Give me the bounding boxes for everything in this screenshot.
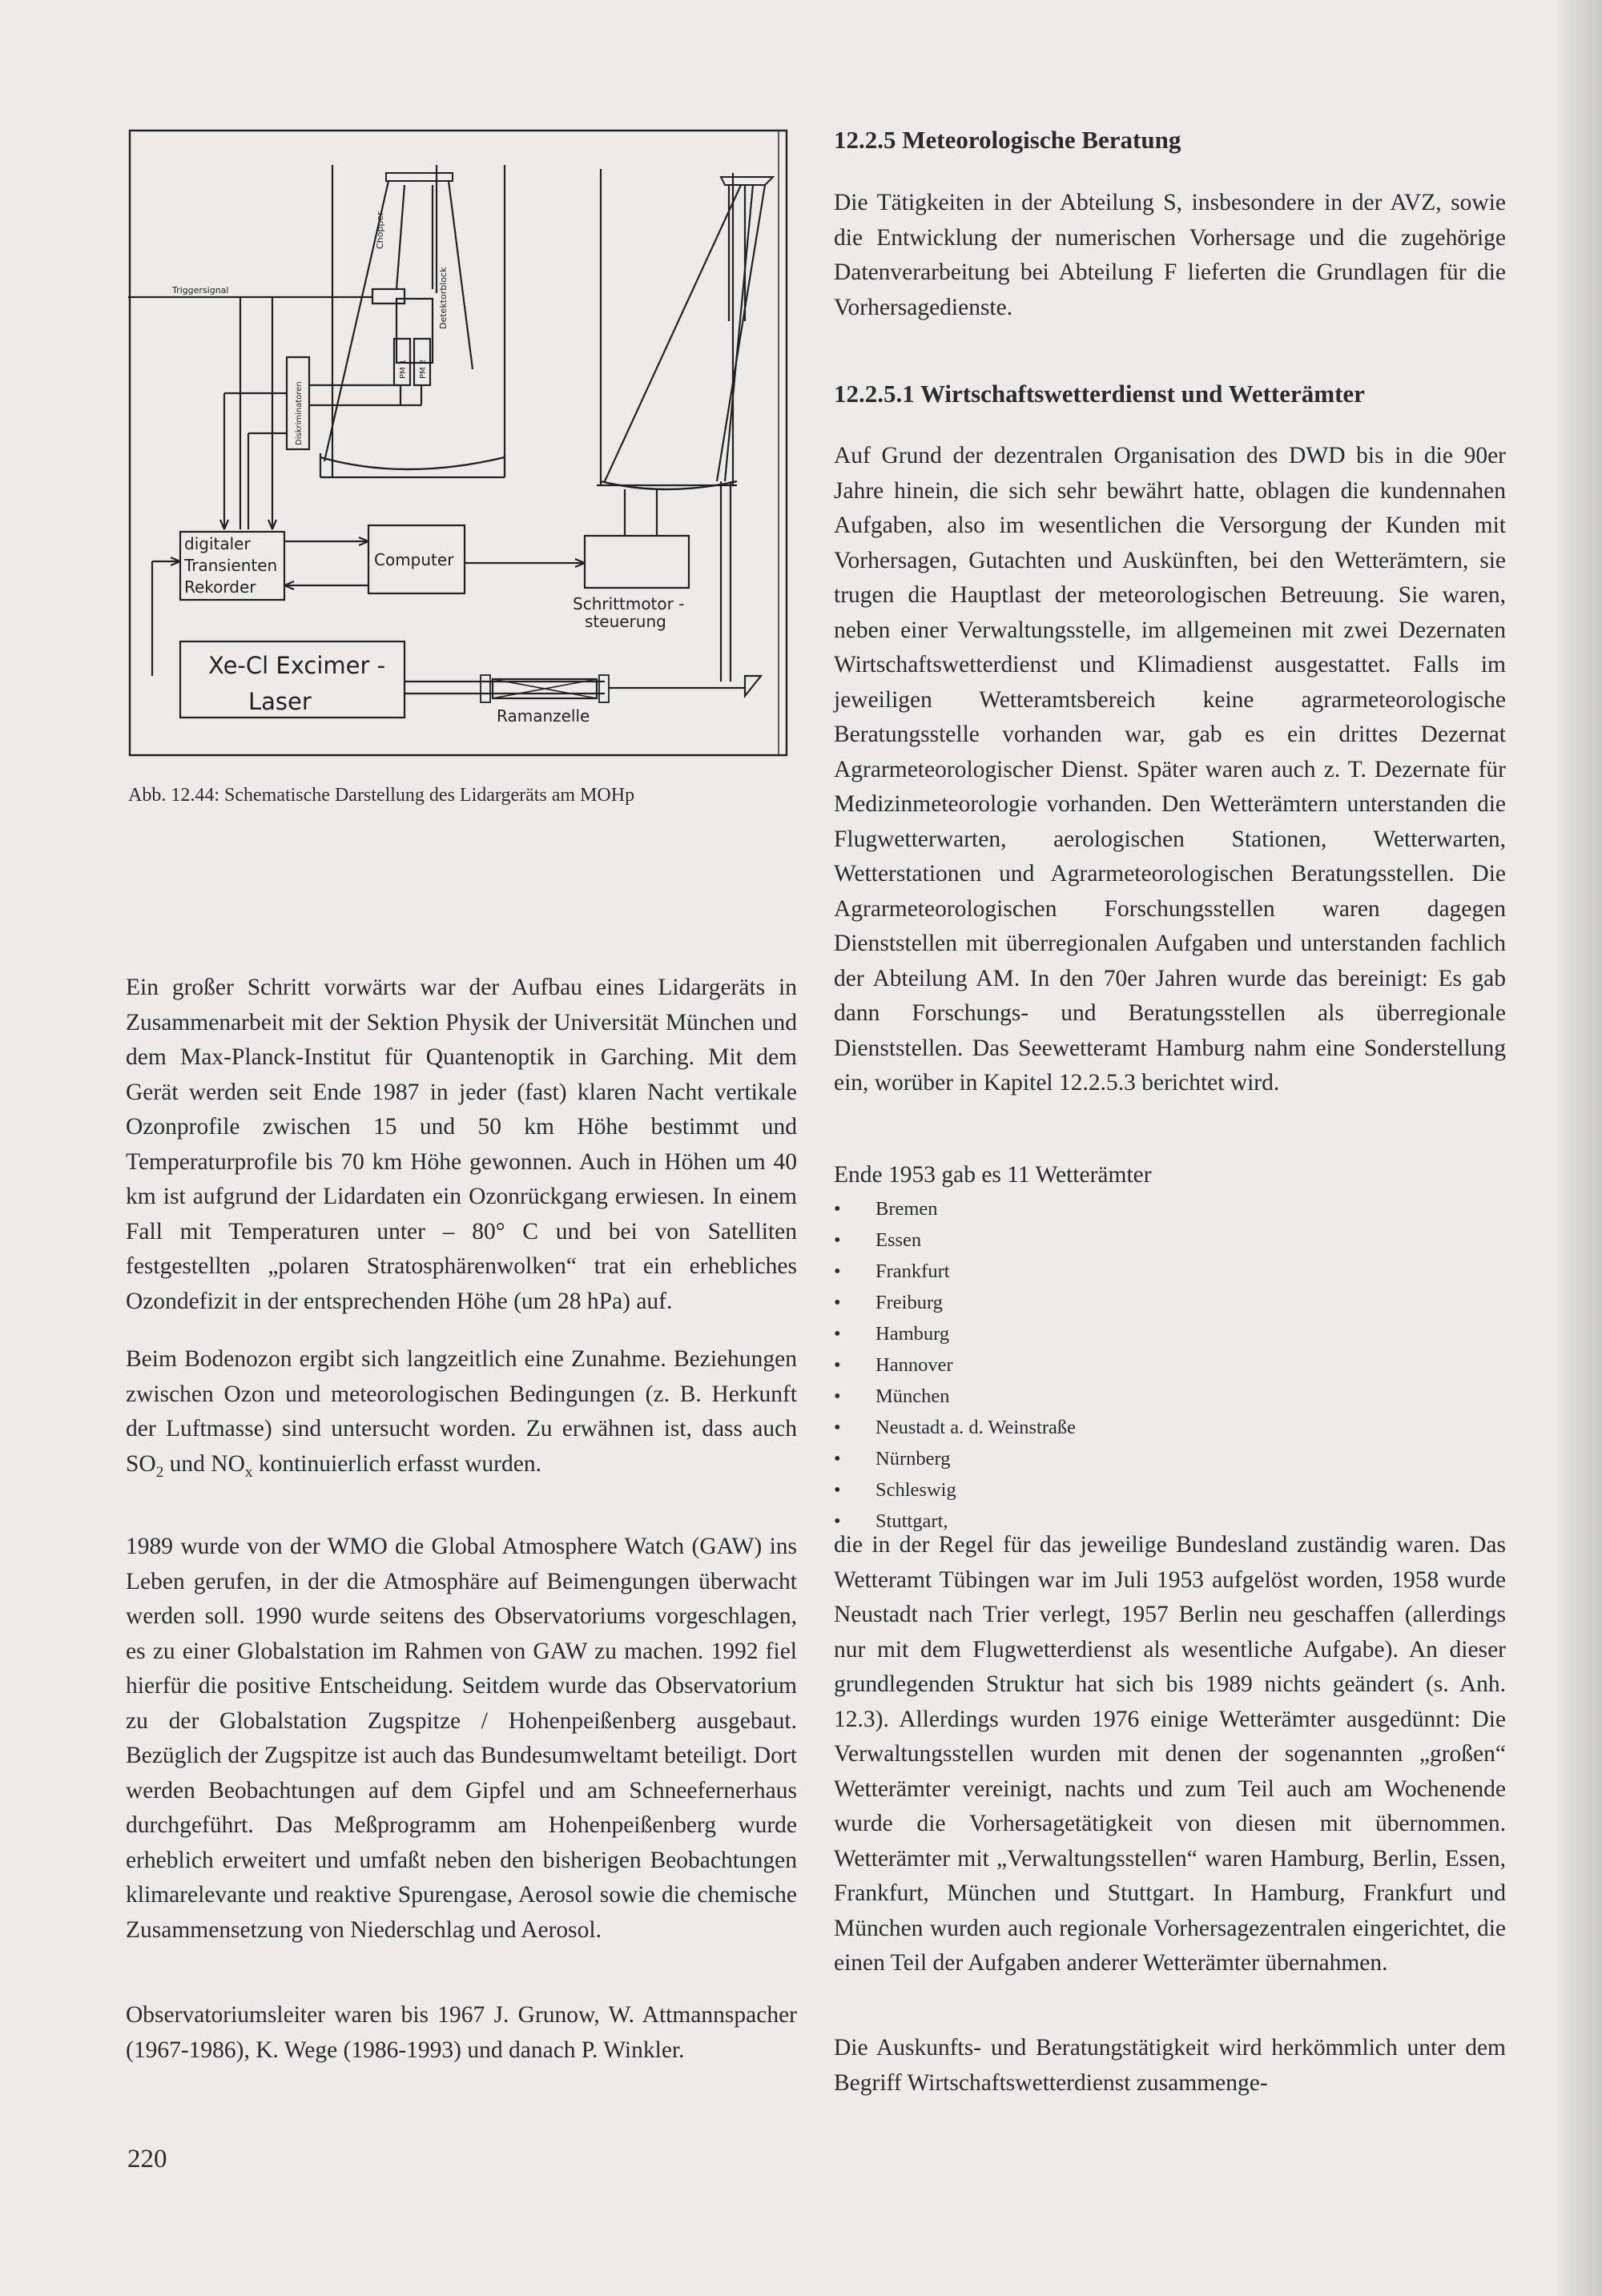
- paragraph-structure: die in der Regel für das jeweilige Bundesland zuständig waren. Das Wetteramt Tübingen war im Juli 1953 aufgelöst worden, 1958 wurde Neustadt nach Trier verlegt, 1957 Berlin neu geschaffen (allerdings nur mit dem Flugwetterdienst als wesentliche Aufgabe). An dieser grundlegenden Struktur hat sich bis 1989 nichts geändert (s. Anh. 12.3). Allerdings wurden 1976 einige Wetterämter ausgedünnt: Die Verwaltungsstellen wurden mit denen der sogenannten „großen“ Wetterämter vereinigt, nachts und zum Teil auch am Wochenende wurde die Vorhersagetätigkeit von diesen mit übernommen. Wetterämter mit „Verwaltungsstellen“ waren Hamburg, Berlin, Essen, Frankfurt, München und Stuttgart. In Hamburg, Frankfurt und München wurden auch regionale Vorhersagezentralen eingerichtet, die einen Teil der Aufgaben anderer Wetterämter übernahmen.: [834, 1532, 1506, 1976]
- right-body-2: [834, 1528, 1506, 1981]
- page-number: 220: [127, 2145, 167, 2173]
- left-column-p3: [126, 1530, 797, 1948]
- label-recorder-1: digitaler: [184, 534, 251, 553]
- label-laser-2: Laser: [248, 688, 312, 715]
- label-step-motor-1: Schrittmotor -: [573, 594, 685, 613]
- weather-office-list: [834, 1193, 1506, 1537]
- label-computer: Computer: [374, 550, 454, 569]
- list-item: • Bremen: [834, 1193, 1506, 1224]
- label-detector-block: Detektorblock: [438, 267, 449, 329]
- label-discriminators: Diskriminatoren: [295, 381, 304, 445]
- lidar-schematic: [128, 129, 793, 762]
- telescope-1-mirror: [320, 457, 505, 469]
- list-item: • Frankfurt: [834, 1256, 1506, 1287]
- list-item: • Hannover: [834, 1349, 1506, 1381]
- paragraph-consulting: Die Auskunfts- und Beratungstätigkeit wird herkömmlich unter dem Begriff Wirtschaftswetterdienst zusammenge-: [834, 2035, 1506, 2096]
- left-column: [126, 971, 797, 1319]
- right-column: [834, 123, 1506, 158]
- step-motor-box: [585, 536, 689, 588]
- label-chopper: Chopper: [375, 211, 385, 249]
- right-intro: [834, 186, 1506, 325]
- label-raman-cell: Ramanzelle: [497, 706, 590, 726]
- label-pm1: PM 1: [399, 359, 408, 379]
- label-recorder-3: Rekorder: [184, 577, 256, 597]
- telescope-2-secondary: [721, 177, 773, 185]
- right-subheading: [834, 376, 1506, 412]
- left-column-p2: [126, 1342, 797, 1490]
- list-item: • München: [834, 1381, 1506, 1412]
- right-list: [834, 1158, 1506, 1537]
- page-edge-shadow: [1558, 0, 1602, 2296]
- paragraph-ground-ozone: Beim Bodenozon ergibt sich langzeitlich eine Zunahme. Beziehungen zwischen Ozon und meteorologischen Bedingungen (z. B. Herkunft der Luftmasse) sind untersucht worden. Zu erwähnen ist, dass auch $SO_2$ und $NO_x$ kontinuierlich erfasst wurden.: [126, 1346, 797, 1481]
- label-pm2: PM 2: [419, 359, 428, 379]
- paragraph-directors: Observatoriumsleiter waren bis 1967 J. Grunow, W. Attmannspacher (1967-1986), K. Wege (1986-1993) und danach P. Winkler.: [126, 2002, 797, 2063]
- label-step-motor-2: steuerung: [585, 612, 666, 631]
- label-recorder-2: Transienten: [184, 556, 278, 575]
- list-item: • Essen: [834, 1224, 1506, 1256]
- paragraph-organisation: Auf Grund der dezentralen Organisation des DWD bis in die 90er Jahre hinein, die sich sehr bewährt hatte, oblagen die kundennahen Aufgaben, also im wesentlichen die Versorgung der Kunden mit Vorhersagen, Gutachten und Auskünften, bei den Wetterämtern, sie trugen die Hauptlast der meteorologischen Betreuung. Sie waren, neben einer Verwaltungsstelle, im allgemeinen mit zwei Dezernaten Wirtschaftswetterdienst und Klimadienst ausgestattet. Falls im jeweiligen Wetteramtsbereich keine agrarmeteorologische Beratungsstelle vorhanden war, gab es ein drittes Dezernat Agrarmeteorologischer Dienst. Später waren auch z. T. Dezernate für Medizinmeteorologie vorhanden. Den Wetterämtern unterstanden die Flugwetterwarten, aerologischen Stationen, Wetterwarten, Wetterstationen und Agrarmeteorologischen Beratungsstellen. Die Agrarmeteorologischen Forschungsstellen waren dagegen Dienststellen mit überregionalen Aufgaben und unterstanden fachlich der Abteilung AM. In den 70er Jahren wurde das bereinigt: Es gab dann Forschungs- und Beratungsstellen als überregionale Dienststellen. Das Seewetteramt Hamburg nahm eine Sonderstellung ein, worüber in Kapitel 12.2.5.3 berichtet wird.: [834, 443, 1506, 1096]
- figure-caption: Abb. 12.44: Schematische Darstellung des Lidargeräts am MOHp: [128, 785, 635, 806]
- list-item: • Hamburg: [834, 1318, 1506, 1349]
- list-item: • Neustadt a. d. Weinstraße: [834, 1412, 1506, 1443]
- paragraph-lidar: Ein großer Schritt vorwärts war der Aufbau eines Lidargeräts in Zusammenarbeit mit der Sektion Physik der Universität München und dem Max-Planck-Institut für Quantenoptik in Garching. Mit dem Gerät werden seit Ende 1987 in jeder (fast) klaren Nacht vertikale Ozonprofile zwischen 15 und 50 km Höhe bestimmt und Temperaturprofile bis 70 km Höhe gewonnen. Auch in Höhen um 40 km ist aufgrund der Lidardaten ein Ozonrückgang erwiesen. In einem Fall mit Temperaturen unter – 80° C und bei von Satelliten festgestellten „polaren Stratosphärenwolken“ trat ein erhebliches Ozondefizit in der entsprechenden Höhe (um 28 hPa) auf.: [126, 975, 797, 1314]
- telescope-1-secondary: [386, 173, 453, 181]
- right-body: [834, 439, 1506, 1101]
- right-body-3: [834, 2031, 1506, 2101]
- paragraph-gaw: 1989 wurde von der WMO die Global Atmosphere Watch (GAW) ins Leben gerufen, in der die Atmosphäre auf Beimengungen überwacht werden soll. 1990 wurde seitens des Observatoriums vorgeschlagen, es zu einer Globalstation im Rahmen von GAW zu machen. 1992 fiel hierfür die positive Entscheidung. Seitdem wurde das Observatorium zu der Globalstation Zugspitze / Hohenpeißenberg ausgebaut. Bezüglich der Zugspitze ist auch das Bundesumweltamt beteiligt. Dort werden Beobachtungen auf dem Gipfel und am Schneefernerhaus durchgeführt. Das Meßprogramm am Hohenpeißenberg wurde erheblich erweitert und umfaßt neben den bisherigen Beobachtungen klimarelevante und reaktive Spurengase, Aerosol sowie die chemische Zusammensetzung von Niederschlag und Aerosol.: [126, 1534, 797, 1943]
- label-laser-1: Xe-Cl Excimer -: [208, 652, 386, 679]
- label-trigger: Triggersignal: [172, 285, 229, 296]
- list-intro: Ende 1953 gab es 11 Wetterämter: [834, 1162, 1152, 1188]
- list-item: • Freiburg: [834, 1287, 1506, 1318]
- paragraph-activities: Die Tätigkeiten in der Abteilung S, insbesondere in der AVZ, sowie die Entwicklung der numerischen Vorhersage und die zugehörige Datenverarbeitung bei Abteilung F lieferten die Grundlagen für die Vorhersagedienste.: [834, 190, 1506, 320]
- section-heading: 12.2.5 Meteorologische Beratung: [834, 126, 1181, 154]
- chopper-box: [372, 289, 405, 304]
- list-item: • Nürnberg: [834, 1443, 1506, 1474]
- subsection-heading: 12.2.5.1 Wirtschaftswetterdienst und Wetterämter: [834, 380, 1365, 408]
- list-item: • Schleswig: [834, 1474, 1506, 1506]
- list-item: • Stuttgart,: [834, 1506, 1506, 1537]
- left-column-p4: [126, 1998, 797, 2068]
